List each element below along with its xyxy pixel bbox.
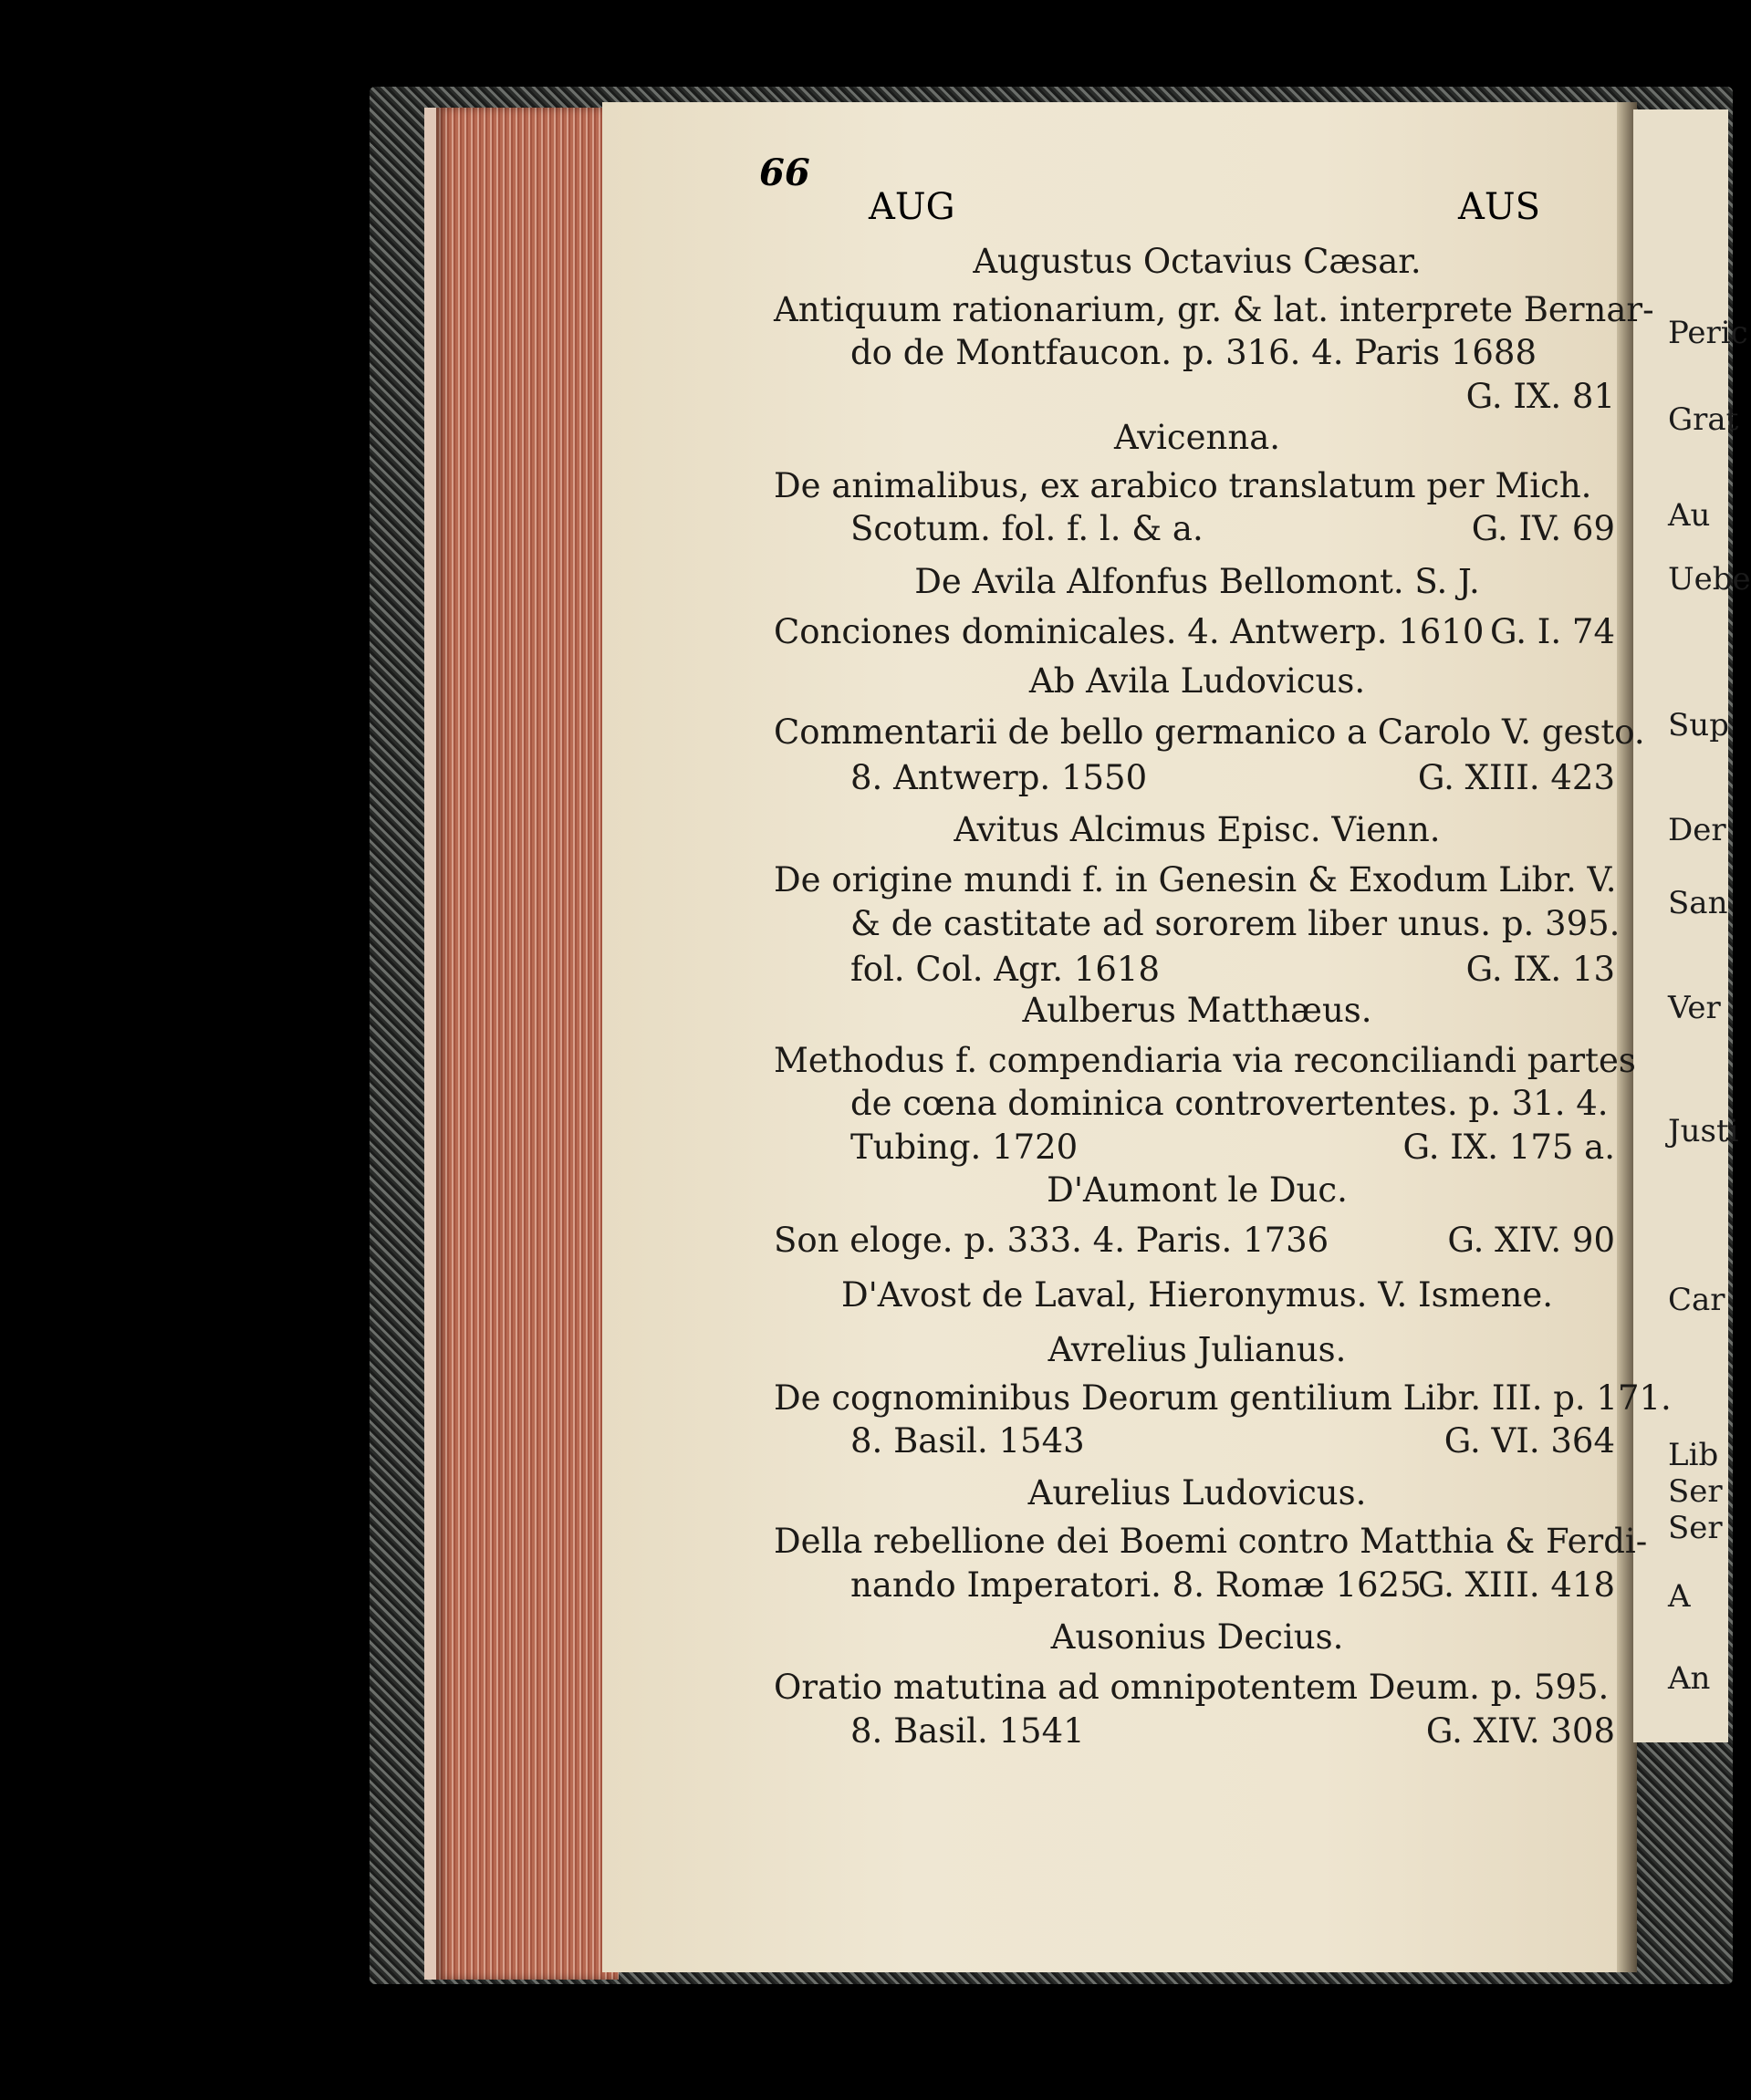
entry-line-text: nando Imperatori. 8. Romæ 1625	[850, 1565, 1422, 1605]
entry-line	[774, 1519, 1648, 1565]
entry-line-text: do de Montfaucon. p. 316. 4. Paris 1688	[850, 333, 1537, 372]
entry-line-text: De cognominibus Deorum gentilium Libr. III. p. 171.	[774, 1378, 1672, 1418]
facing-page	[1633, 109, 1751, 1742]
entry-line	[774, 374, 1621, 420]
facing-page-fragment: Ser	[1668, 1510, 1723, 1546]
facing-page-fragment: Ver	[1668, 990, 1721, 1026]
page-number: 66	[759, 151, 810, 194]
entry-line	[774, 1218, 1621, 1263]
facing-page-fragment: Der	[1668, 812, 1726, 848]
entry-line-text: Methodus f. compendiaria via reconciliandi partes	[774, 1041, 1636, 1080]
facing-page-fragment: Lib	[1668, 1437, 1719, 1473]
entry-line	[774, 947, 1621, 993]
facing-page-fragment: Grat	[1668, 401, 1739, 438]
entry-line-text: Tubing. 1720	[850, 1128, 1079, 1167]
entry-line	[774, 858, 1621, 903]
entry-heading: De Avila Alfonfus Bellomont. S. J.	[914, 562, 1480, 601]
entry-heading: Aurelius Ludovicus.	[1027, 1473, 1367, 1513]
header-right: AUS	[1458, 186, 1540, 228]
shelf-mark: G. IX. 13	[1465, 950, 1615, 989]
shelf-mark: G. IV. 69	[1471, 509, 1615, 548]
entry-line	[774, 755, 1621, 801]
entry-line	[774, 901, 1621, 947]
shelf-mark: G. IX. 175 a.	[1402, 1128, 1615, 1167]
entry-line-text: Della rebellione dei Boemi contro Matthia & Ferdi-	[774, 1522, 1648, 1561]
entry-heading: Ab Avila Ludovicus.	[1028, 661, 1366, 701]
entry-line	[774, 506, 1621, 552]
entry-line-text: De origine mundi f. in Genesin & Exodum Libr. V.	[774, 860, 1617, 899]
entry-line	[774, 1419, 1621, 1464]
entry-line-text: 8. Antwerp. 1550	[850, 758, 1148, 797]
entry-line	[774, 330, 1621, 376]
shelf-mark: G. IX. 81	[1465, 377, 1615, 416]
facing-page-fragment: San	[1668, 885, 1728, 921]
entry-heading: Avitus Alcimus Episc. Vienn.	[954, 810, 1441, 849]
entry-heading: Avrelius Julianus.	[1047, 1330, 1347, 1369]
facing-page-fragment: A	[1668, 1578, 1691, 1615]
facing-page-fragment: Ser	[1668, 1473, 1723, 1510]
entry-line-text: 8. Basil. 1543	[850, 1421, 1085, 1461]
entry-line	[774, 287, 1654, 333]
entry-line	[774, 1709, 1621, 1754]
entry-line-text: Conciones dominicales. 4. Antwerp. 1610	[774, 612, 1485, 651]
entry-line-text: De animalibus, ex arabico translatum per Mich.	[774, 466, 1592, 505]
entry-line-text: 8. Basil. 1541	[850, 1711, 1085, 1751]
shelf-mark: G. XIII. 418	[1417, 1565, 1615, 1605]
shelf-mark: G. XIII. 423	[1417, 758, 1615, 797]
facing-page-fragment: Sup	[1668, 707, 1729, 743]
facing-page-fragment: Uebe	[1668, 561, 1751, 598]
header-left: AUG	[869, 186, 955, 228]
entry-heading: Augustus Octavius Cæsar.	[973, 242, 1422, 281]
shelf-mark: G. I. 74	[1490, 612, 1615, 651]
entry-heading: D'Aumont le Duc.	[1047, 1170, 1348, 1210]
facing-page-fragment: Au	[1668, 497, 1711, 534]
facing-page-fragment: An	[1668, 1660, 1711, 1697]
facing-page-fragment: Justi	[1668, 1113, 1739, 1149]
entry-heading: D'Avost de Laval, Hieronymus. V. Ismene.	[840, 1275, 1554, 1315]
shelf-mark: G. XIV. 90	[1447, 1221, 1615, 1260]
entry-line	[774, 463, 1621, 509]
entry-line	[774, 1665, 1621, 1710]
shelf-mark: G. VI. 364	[1444, 1421, 1615, 1461]
entry-line-text: Antiquum rationarium, gr. & lat. interprete Bernar-	[774, 290, 1654, 329]
entry-line-text: Oratio matutina ad omnipotentem Deum. p. 595.	[774, 1668, 1610, 1707]
entry-line-text: & de castitate ad sororem liber unus. p. 395.	[850, 904, 1621, 943]
entry-line-text: Scotum. fol. f. l. & a.	[850, 509, 1204, 548]
entry-heading: Avicenna.	[1113, 418, 1281, 457]
entry-line-text: Son eloge. p. 333. 4. Paris. 1736	[774, 1221, 1329, 1260]
entry-line-text: Commentarii de bello germanico a Carolo V. gesto.	[774, 712, 1645, 752]
entry-line	[774, 609, 1621, 655]
entry-heading: Aulberus Matthæus.	[1022, 991, 1372, 1030]
entry-line	[774, 1563, 1621, 1608]
entry-line	[774, 1081, 1621, 1127]
entry-line	[774, 1125, 1621, 1170]
entry-line	[774, 1376, 1672, 1421]
entry-line-text: de cœna dominica controvertentes. p. 31. 4.	[850, 1084, 1609, 1123]
entry-line-text: fol. Col. Agr. 1618	[850, 950, 1160, 989]
facing-page-fragment: Car	[1668, 1282, 1725, 1318]
facing-page-fragment: Peric	[1668, 315, 1748, 351]
page-block-edge	[436, 108, 619, 1980]
entry-line	[774, 1038, 1636, 1084]
entry-heading: Ausonius Decius.	[1050, 1617, 1344, 1657]
shelf-mark: G. XIV. 308	[1425, 1711, 1615, 1751]
entry-line	[774, 710, 1645, 755]
